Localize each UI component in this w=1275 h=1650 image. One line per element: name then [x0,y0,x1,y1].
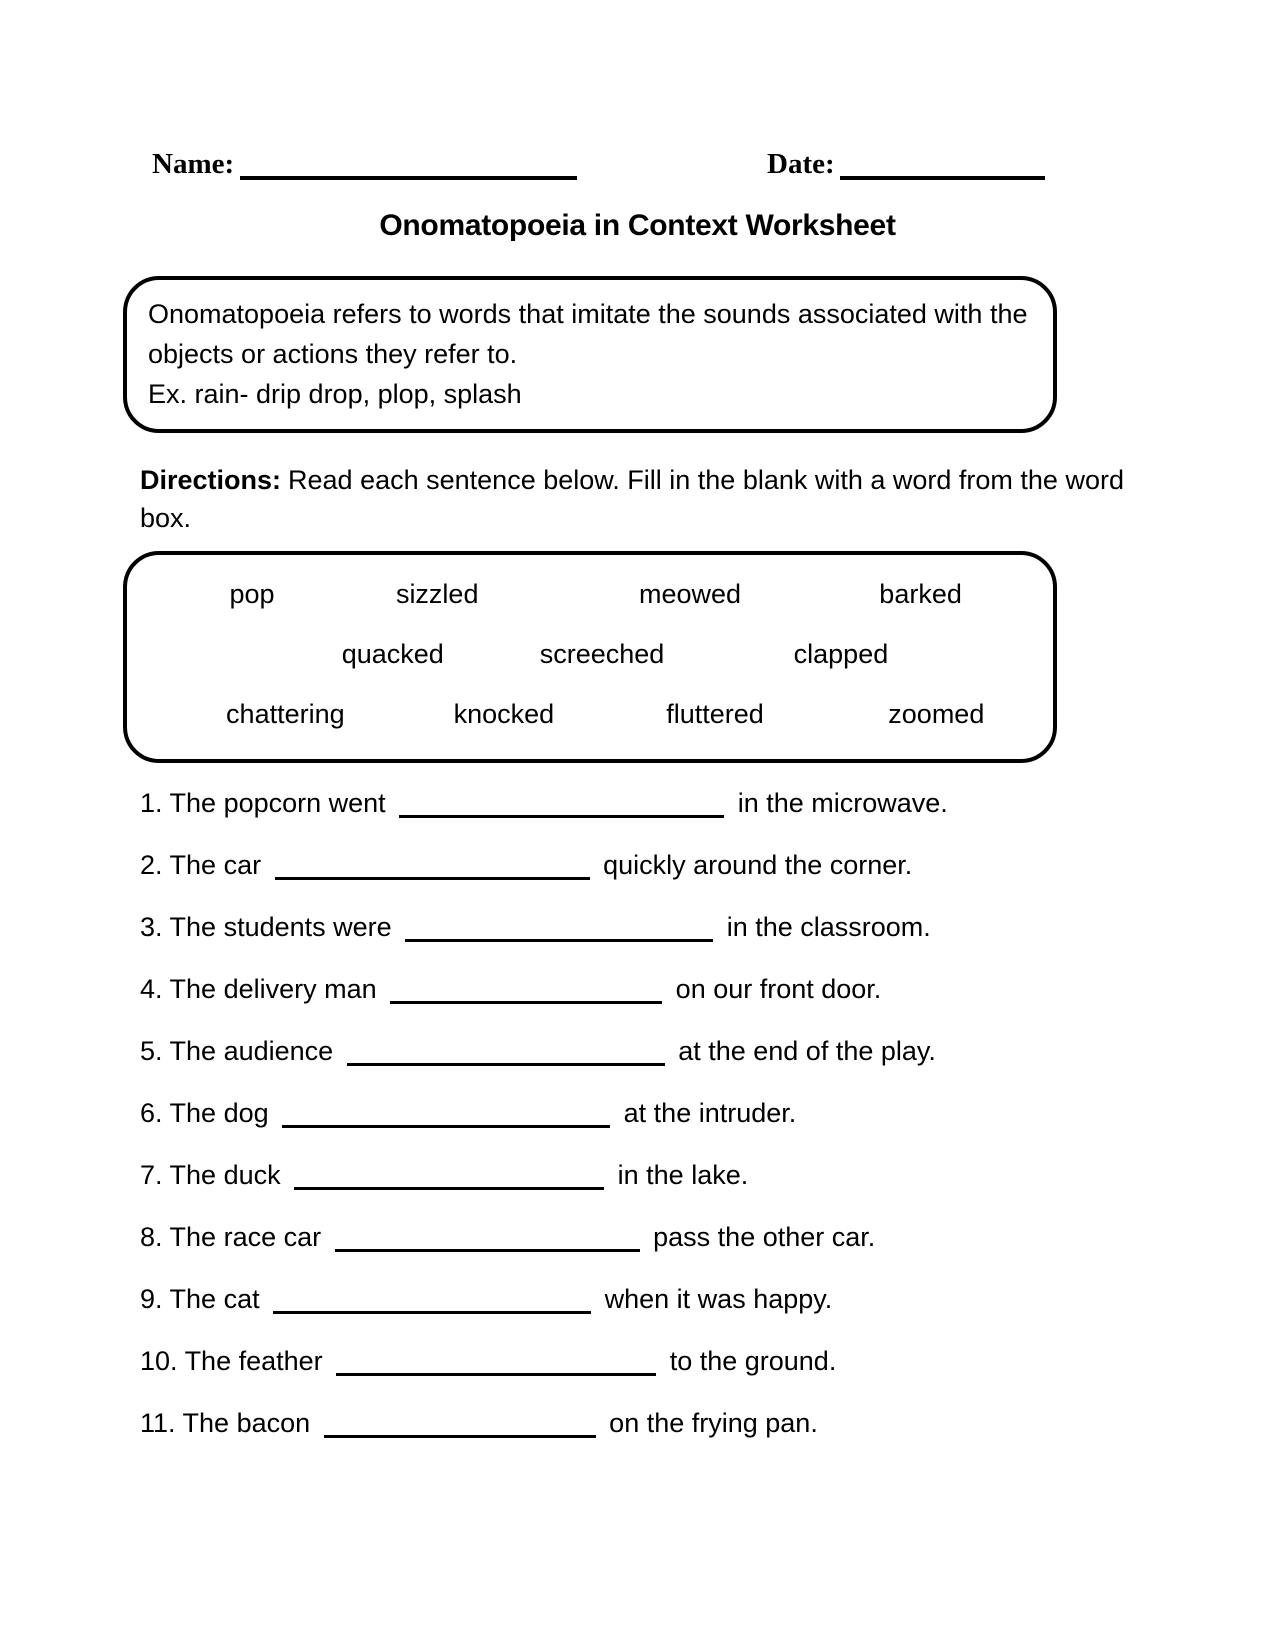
sentence-3-blank[interactable] [405,935,713,942]
definition-box [123,276,1057,433]
sentence-10-number: 10. [140,1346,178,1376]
date-blank-line[interactable] [840,176,1045,180]
sentence-10 [140,1346,836,1377]
sentence-8-number: 8. [140,1222,163,1252]
sentence-7-after: in the lake. [617,1160,749,1190]
definition-line: Onomatopoeia refers to words that imitate the sounds associated with the [148,299,1028,329]
sentence-2 [140,850,912,881]
sentence-4-after: on our front door. [675,974,882,1004]
sentence-6-blank[interactable] [282,1121,610,1128]
sentence-10-after: to the ground. [669,1346,837,1376]
sentence-9-before: The cat [169,1284,260,1314]
sentence-4-blank[interactable] [390,997,662,1004]
sentence-1 [140,788,948,819]
sentence-10-before: The feather [184,1346,323,1376]
sentence-1-before: The popcorn went [169,788,386,818]
sentence-8 [140,1222,875,1253]
sentence-3-before: The students were [169,912,392,942]
sentence-11-blank[interactable] [324,1431,596,1438]
sentence-9-after: when it was happy. [604,1284,833,1314]
sentence-3-number: 3. [140,912,163,942]
sentence-9-number: 9. [140,1284,163,1314]
directions-line1 [140,461,1124,499]
word-bank-word-sizzled: sizzled [395,579,479,609]
word-bank-word-screeched: screeched [539,639,665,669]
word-bank-word-knocked: knocked [453,699,555,729]
definition-line: objects or actions they refer to. [148,339,518,369]
sentence-5-before: The audience [169,1036,334,1066]
sentence-3 [140,912,931,943]
word-bank-word-clapped: clapped [793,639,889,669]
sentence-1-after: in the microwave. [737,788,948,818]
sentence-4-number: 4. [140,974,163,1004]
sentence-2-before: The car [169,850,262,880]
sentence-7-blank[interactable] [294,1183,604,1190]
word-bank-word-fluttered: fluttered [666,699,764,729]
sentence-6-number: 6. [140,1098,163,1128]
name-label: Name: [152,148,235,180]
sentence-5-after: at the end of the play. [678,1036,936,1066]
sentence-11 [140,1408,818,1439]
sentence-5-number: 5. [140,1036,163,1066]
word-bank-box [123,551,1057,763]
sentence-2-blank[interactable] [275,873,590,880]
directions [140,461,1124,537]
sentence-11-before: The bacon [182,1408,311,1438]
word-bank-word-quacked: quacked [341,639,444,669]
sentence-7-before: The duck [169,1160,281,1190]
sentence-8-blank[interactable] [335,1245,640,1252]
sentence-6 [140,1098,796,1129]
sentence-8-before: The race car [169,1222,322,1252]
word-bank-word-zoomed: zoomed [888,699,985,729]
sentence-9 [140,1284,832,1315]
word-bank-word-barked: barked [879,579,962,609]
sentence-11-after: on the frying pan. [609,1408,818,1438]
sentence-1-blank[interactable] [399,811,724,818]
directions-label: Directions: [140,465,282,495]
sentence-2-after: quickly around the corner. [603,850,913,880]
sentence-7-number: 7. [140,1160,163,1190]
sentence-6-after: at the intruder. [623,1098,797,1128]
definition-line: Ex. rain- drip drop, plop, splash [148,379,522,409]
sentence-11-number: 11. [140,1408,176,1438]
sentence-1-number: 1. [140,788,163,818]
directions-text: Read each sentence below. Fill in the blank with a word from the word [288,465,1124,495]
sentence-9-blank[interactable] [273,1307,591,1314]
sentence-4-before: The delivery man [169,974,377,1004]
directions-line2: box. [140,503,192,533]
word-bank-word-pop: pop [229,579,275,609]
date-label: Date: [767,148,835,180]
sentence-10-blank[interactable] [336,1369,656,1376]
sentence-3-after: in the classroom. [726,912,931,942]
word-bank-word-meowed: meowed [638,579,742,609]
sentence-7 [140,1160,748,1191]
sentence-8-after: pass the other car. [653,1222,876,1252]
sentence-5 [140,1036,936,1067]
page-title: Onomatopoeia in Context Worksheet [379,209,896,242]
word-bank-word-chattering: chattering [226,699,345,729]
name-blank-line[interactable] [240,176,577,180]
sentence-5-blank[interactable] [347,1059,665,1066]
sentence-4 [140,974,881,1005]
sentence-2-number: 2. [140,850,163,880]
sentence-6-before: The dog [169,1098,269,1128]
